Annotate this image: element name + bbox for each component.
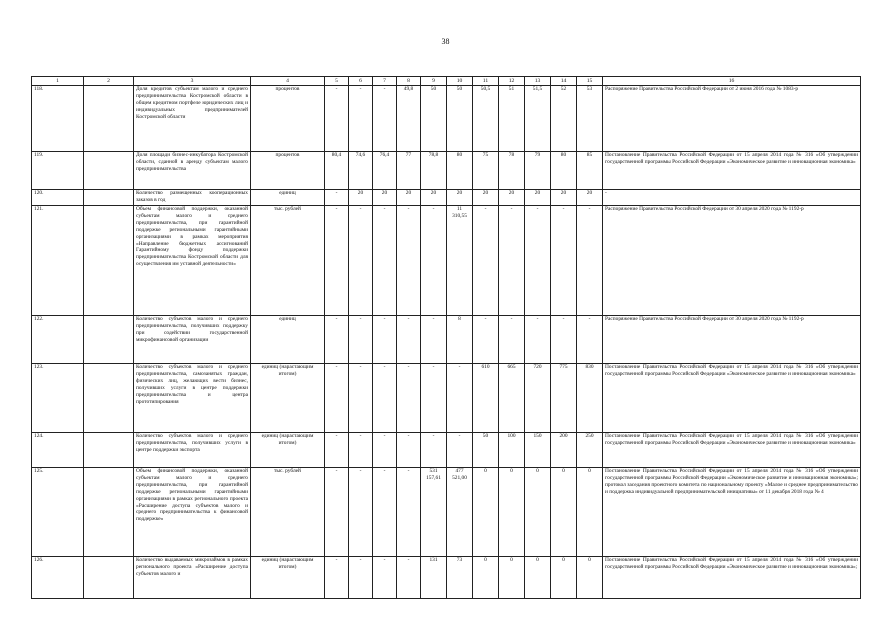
source-document: Постановление Правительства Российской Федерации от 15 апреля 2014 года № 316 «Об утверждении государственной программы Российской Федерации «Экономическое развитие и инновационная экономика» (603, 364, 861, 433)
value-cell: 0 (499, 557, 525, 599)
value-cell: - (421, 316, 447, 364)
value-cell: 20 (447, 190, 473, 206)
value-cell: - (397, 316, 421, 364)
header-cell: 15 (577, 77, 603, 86)
value-cell: - (397, 468, 421, 557)
header-cell: 5 (325, 77, 349, 86)
value-cell: 20 (551, 190, 577, 206)
value-cell: - (325, 468, 349, 557)
header-cell: 13 (525, 77, 551, 86)
value-cell: - (373, 364, 397, 433)
row-number: 120. (32, 190, 84, 206)
header-cell: 8 (397, 77, 421, 86)
value-cell: 51 (499, 86, 525, 152)
page-number: 38 (441, 37, 450, 46)
empty-cell (84, 433, 134, 468)
value-cell: 85 (577, 152, 603, 190)
value-cell: 51,5 (525, 86, 551, 152)
value-cell: - (397, 557, 421, 599)
row-number: 126. (32, 557, 84, 599)
value-cell: 0 (525, 557, 551, 599)
value-cell: 0 (551, 468, 577, 557)
value-cell: - (349, 206, 373, 316)
table-row (32, 316, 861, 364)
value-cell: 78 (499, 152, 525, 190)
value-cell: 8 (447, 316, 473, 364)
value-cell: 73 (447, 557, 473, 599)
value-cell: 50 (447, 86, 473, 152)
indicator-name: Количество выдаваемых микрозаймов в рамках регионального проекта «Расширение доступа субъектов малого и (134, 557, 251, 599)
value-cell: - (349, 316, 373, 364)
header-cell: 11 (473, 77, 499, 86)
value-cell: - (325, 206, 349, 316)
value-cell: 79 (525, 152, 551, 190)
value-cell: 665 (499, 364, 525, 433)
table-row (32, 152, 861, 190)
indicators-table (31, 76, 861, 599)
unit: процентов (251, 86, 325, 152)
unit: единиц (нарастающим итогом) (251, 433, 325, 468)
value-cell: 80 (447, 152, 473, 190)
row-number: 125. (32, 468, 84, 557)
indicator-name: Количество субъектов малого и среднего предпринимательства, получивших услуги в центре поддержки экспорта (134, 433, 251, 468)
value-cell: - (325, 86, 349, 152)
header-cell: 4 (251, 77, 325, 86)
unit: тыс. рублей (251, 206, 325, 316)
value-cell: - (397, 433, 421, 468)
value-cell: 200 (551, 433, 577, 468)
value-cell: 74,6 (349, 152, 373, 190)
value-cell: 100 (499, 433, 525, 468)
value-cell: - (373, 316, 397, 364)
value-cell: 20 (577, 190, 603, 206)
value-cell: - (349, 468, 373, 557)
header-cell: 14 (551, 77, 577, 86)
indicator-name: Количество размещенных кооперационных заказов в год (134, 190, 251, 206)
value-cell: 20 (349, 190, 373, 206)
value-cell: 53 (577, 86, 603, 152)
header-cell: 9 (421, 77, 447, 86)
value-cell: - (349, 364, 373, 433)
header-cell: 7 (373, 77, 397, 86)
value-cell: - (499, 206, 525, 316)
source-document: Распоряжение Правительства Российской Федерации от 30 апреля 2020 года № 1192-р (603, 206, 861, 316)
empty-cell (84, 364, 134, 433)
value-cell: 11 310,55 (447, 206, 473, 316)
row-number: 124. (32, 433, 84, 468)
source-document: - (603, 190, 861, 206)
table-row (32, 364, 861, 433)
value-cell: 0 (473, 557, 499, 599)
value-cell: - (499, 316, 525, 364)
empty-cell (84, 190, 134, 206)
table-row (32, 86, 861, 152)
value-cell: - (525, 206, 551, 316)
value-cell: 830 (577, 364, 603, 433)
row-number: 123. (32, 364, 84, 433)
value-cell: - (325, 364, 349, 433)
value-cell: 80 (551, 152, 577, 190)
value-cell: - (447, 364, 473, 433)
value-cell: - (373, 557, 397, 599)
indicator-name: Количество субъектов малого и среднего предпринимательства, получивших поддержку при содействии государственной микрофинансовой организации (134, 316, 251, 364)
value-cell: - (349, 557, 373, 599)
value-cell: 75 (473, 152, 499, 190)
table-row (32, 190, 861, 206)
value-cell: - (473, 206, 499, 316)
value-cell: 20 (397, 190, 421, 206)
row-number: 122. (32, 316, 84, 364)
unit: тыс. рублей (251, 468, 325, 557)
value-cell: - (373, 433, 397, 468)
value-cell: - (473, 316, 499, 364)
value-cell: - (421, 433, 447, 468)
value-cell: - (421, 206, 447, 316)
row-number: 121. (32, 206, 84, 316)
value-cell: - (551, 316, 577, 364)
source-document: Постановление Правительства Российской Федерации от 15 апреля 2014 года № 316 «Об утверждении государственной программы Российской Федерации «Экономическое развитие и инновационная экономика»; (603, 557, 861, 599)
row-number: 118. (32, 86, 84, 152)
value-cell: - (373, 86, 397, 152)
indicator-name: Доля кредитов субъектам малого и среднего предпринимательства Костромской области в общем кредитном портфеле юридических лиц и индивидуальных предпринимателей Костромской области (134, 86, 251, 152)
value-cell: 77 (397, 152, 421, 190)
header-cell: 1 (32, 77, 84, 86)
value-cell: 150 (525, 433, 551, 468)
value-cell: 775 (551, 364, 577, 433)
table-row (32, 468, 861, 557)
value-cell: - (325, 190, 349, 206)
value-cell: 477 521,00 (447, 468, 473, 557)
table-body (32, 77, 861, 599)
value-cell: - (325, 433, 349, 468)
value-cell: 0 (577, 557, 603, 599)
value-cell: 50,5 (473, 86, 499, 152)
row-number: 119. (32, 152, 84, 190)
value-cell: 720 (525, 364, 551, 433)
value-cell: 0 (473, 468, 499, 557)
value-cell: - (373, 468, 397, 557)
value-cell: - (447, 433, 473, 468)
unit: процентов (251, 152, 325, 190)
value-cell: 80,4 (325, 152, 349, 190)
table-row (32, 557, 861, 599)
unit: единиц (251, 190, 325, 206)
header-cell: 6 (349, 77, 373, 86)
unit: единиц (нарастающим итогом) (251, 557, 325, 599)
source-document: Распоряжение Правительства Российской Федерации от 2 июня 2016 года № 1083-р (603, 86, 861, 152)
header-cell: 10 (447, 77, 473, 86)
unit: единиц (251, 316, 325, 364)
header-cell: 12 (499, 77, 525, 86)
source-document: Постановление Правительства Российской Федерации от 15 апреля 2014 года № 316 «Об утверждении государственной программы Российской Федерации «Экономическое развитие и инновационная экономика»; протокол заседания проектного комитета по национальному проекту «Малое и среднее предпринимательство и поддержка индивидуальной предпринимательской инициативы» от 11 декабря 2018 года № 4 (603, 468, 861, 557)
value-cell: 531 157,61 (421, 468, 447, 557)
source-document: Постановление Правительства Российской Федерации от 15 апреля 2014 года № 316 «Об утверждении государственной программы Российской Федерации «Экономическое развитие и инновационная экономика» (603, 152, 861, 190)
table-row (32, 206, 861, 316)
empty-cell (84, 557, 134, 599)
value-cell: - (525, 316, 551, 364)
source-document: Постановление Правительства Российской Федерации от 15 апреля 2014 года № 316 «Об утверждении государственной программы Российской Федерации «Экономическое развитие и инновационная экономика» (603, 433, 861, 468)
value-cell: - (577, 316, 603, 364)
value-cell: - (349, 86, 373, 152)
value-cell: - (325, 316, 349, 364)
value-cell: - (421, 364, 447, 433)
indicator-name: Объем финансовой поддержки, оказанной субъектам малого и среднего предпринимательства, при гарантийной поддержке региональными гарантийными организациями в рамках мероприятия «Направление бюджетных ассигнований Гарантийному фонду поддержки предпринимательства Костромской области для осуществления им уставной деятельности» (134, 206, 251, 316)
value-cell: 50 (473, 433, 499, 468)
source-document: Распоряжение Правительства Российской Федерации от 30 апреля 2020 года № 1192-р (603, 316, 861, 364)
value-cell: 250 (577, 433, 603, 468)
value-cell: 0 (499, 468, 525, 557)
value-cell: 20 (373, 190, 397, 206)
header-cell: 2 (84, 77, 134, 86)
header-cell: 3 (134, 77, 251, 86)
table-header-row (32, 77, 861, 86)
empty-cell (84, 206, 134, 316)
value-cell: 20 (421, 190, 447, 206)
table-row (32, 433, 861, 468)
indicator-name: Количество субъектов малого и среднего предпринимательства, самозанятых граждан, физических лиц, желающих вести бизнес, получивших услуги в центре поддержки предпринимательства и центра прототипирования (134, 364, 251, 433)
value-cell: - (397, 206, 421, 316)
empty-cell (84, 468, 134, 557)
value-cell: - (397, 364, 421, 433)
value-cell: 52 (551, 86, 577, 152)
unit: единиц (нарастающим итогом) (251, 364, 325, 433)
value-cell: - (577, 206, 603, 316)
value-cell: - (349, 433, 373, 468)
value-cell: 131 (421, 557, 447, 599)
indicator-name: Объем финансовой поддержки, оказанной субъектам малого и среднего предпринимательства, при гарантийной поддержке региональными гарантийными организациями в рамках регионального проекта «Расширение доступа субъектов малого и среднего предпринимательства к финансовой поддержке» (134, 468, 251, 557)
value-cell: 76,4 (373, 152, 397, 190)
value-cell: 78,8 (421, 152, 447, 190)
value-cell: - (373, 206, 397, 316)
value-cell: 0 (577, 468, 603, 557)
value-cell: 20 (525, 190, 551, 206)
value-cell: 50 (421, 86, 447, 152)
value-cell: 20 (473, 190, 499, 206)
value-cell: 20 (499, 190, 525, 206)
empty-cell (84, 86, 134, 152)
value-cell: 0 (551, 557, 577, 599)
value-cell: 49,8 (397, 86, 421, 152)
value-cell: 0 (525, 468, 551, 557)
indicator-name: Доля площади бизнес-инкубатора Костромской области, сданной в аренду субъектам малого предпринимательства (134, 152, 251, 190)
header-cell: 16 (603, 77, 861, 86)
value-cell: 610 (473, 364, 499, 433)
value-cell: - (551, 206, 577, 316)
value-cell: - (325, 557, 349, 599)
empty-cell (84, 316, 134, 364)
empty-cell (84, 152, 134, 190)
